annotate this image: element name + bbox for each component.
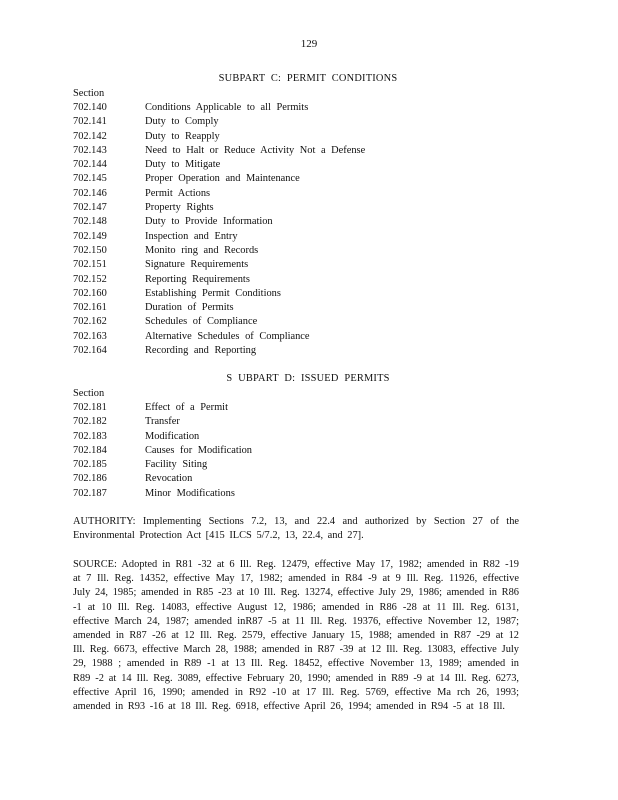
section-title: Signature Requirements: [145, 259, 249, 271]
section-number: 702.163: [73, 330, 107, 342]
toc-row: [73, 301, 553, 315]
toc-row: [73, 444, 553, 458]
subpart-c-heading: SUBPART C: PERMIT CONDITIONS: [218, 73, 398, 84]
toc-row: [73, 487, 553, 501]
section-number: 702.140: [73, 102, 107, 113]
toc-row: [73, 144, 553, 158]
section-title: Property Rights: [145, 202, 214, 214]
toc-row: [73, 401, 553, 415]
section-number: 702.181: [73, 402, 107, 413]
section-number: 702.161: [73, 302, 107, 314]
section-number: 702.146: [73, 187, 107, 199]
section-number: 702.185: [73, 459, 107, 471]
section-title: Duty to Mitigate: [145, 159, 221, 171]
section-title: Duty to Provide Information: [145, 216, 273, 228]
section-title: Recording and Reporting: [145, 345, 257, 357]
section-title: Inspection and Entry: [145, 230, 238, 242]
section-number: 702.187: [73, 487, 107, 499]
toc-row: [73, 330, 553, 344]
section-title: Monito ring and Records: [145, 244, 259, 256]
section-title: Modification: [145, 430, 200, 442]
toc-row: [73, 344, 553, 358]
section-number: 702.183: [73, 430, 107, 442]
section-number: 702.150: [73, 244, 107, 256]
toc-row: [73, 158, 553, 172]
section-number: 702.141: [73, 116, 107, 128]
toc-row: [73, 458, 553, 472]
section-title: Conditions Applicable to all Permits: [145, 102, 309, 113]
section-title: Revocation: [145, 473, 193, 485]
section-number: 702.160: [73, 287, 107, 299]
subpart-c-section-label: Section: [73, 88, 105, 99]
toc-row: [73, 273, 553, 287]
section-title: Permit Actions: [145, 187, 211, 199]
toc-row: [73, 130, 553, 144]
section-title: Duty to Reapply: [145, 130, 220, 142]
toc-row: [73, 415, 553, 429]
subpart-c-toc: [73, 101, 553, 358]
toc-row: [73, 201, 553, 215]
section-title: Need to Halt or Reduce Activity Not a Defense: [145, 144, 366, 156]
section-title: Facility Siting: [145, 459, 208, 471]
page-number: 129: [300, 38, 318, 50]
section-title: Proper Operation and Maintenance: [145, 173, 300, 185]
toc-row: [73, 215, 553, 229]
section-title: Reporting Requirements: [145, 273, 250, 285]
section-title: Alternative Schedules of Compliance: [145, 330, 310, 342]
toc-row: [73, 430, 553, 444]
subpart-d-section-label: Section: [73, 388, 105, 399]
source-note: SOURCE: Adopted in R81 -32 at 6 Ill. Reg. 12479, effective May 17, 1982; amended in R82 -19 at 7 Ill. Reg. 14352, effective May 17, 1982; amended in R84 -9 at 9 Ill. Reg. 11926, effective July 24, 1985; amended in R85 -23 at 10 Ill. Reg. 13274, effective July 29, 1986; amended in R86 -1 at 10 Ill. Reg. 14083, effective August 12, 1986; amended in R86 -28 at 11 Ill. Reg. 6131, effective March 24, 1987; amended inR87 -5 at 11 Ill. Reg. 19376, effective November 12, 1987; amended in R87 -26 at 12 Ill. Reg. 2579, effective January 15, 1988; amended in R87 -29 at 12 Ill. Reg. 6673, effective March 28, 1988; amended in R87 -39 at 12 Ill. Reg. 13083, effective July 29, 1988 ; amended in R89 -1 at 13 Ill. Reg. 18452, effective November 13, 1989; amended in R89 -2 at 14 Ill. Reg. 3089, effective February 20, 1990; amended in R89 -9 at 14 Ill. Reg. 6273, effective April 16, 1990; amended in R92 -10 at 17 Ill. Reg. 5769, effective Ma rch 26, 1993; amended in R93 -16 at 18 Ill. Reg. 6918, effective April 26, 1994; amended in R94 -5 at 18 Ill.: [73, 559, 519, 713]
section-title: Establishing Permit Conditions: [145, 287, 281, 299]
section-number: 702.149: [73, 230, 107, 242]
toc-row: [73, 472, 553, 486]
section-number: 702.186: [73, 473, 107, 485]
section-number: 702.142: [73, 130, 107, 142]
subpart-d-heading: S UBPART D: ISSUED PERMITS: [226, 373, 390, 384]
toc-row: [73, 287, 553, 301]
authority-note: AUTHORITY: Implementing Sections 7.2, 13, and 22.4 and authorized by Section 27 of the Environmental Protection Act [415 ILCS 5/7.2, 13, 22.4, and 27].: [73, 516, 519, 542]
toc-row: [73, 187, 553, 201]
toc-row: [73, 230, 553, 244]
toc-row: [73, 244, 553, 258]
section-title: Duty to Comply: [145, 116, 219, 128]
section-number: 702.148: [73, 216, 107, 228]
section-title: Schedules of Compliance: [145, 316, 258, 328]
toc-row: [73, 315, 553, 329]
toc-row: [73, 258, 553, 272]
section-number: 702.151: [73, 259, 107, 271]
section-title: Duration of Permits: [145, 302, 234, 314]
section-title: Minor Modifications: [145, 487, 235, 499]
section-number: 702.182: [73, 416, 107, 428]
section-title: Transfer: [145, 416, 180, 428]
subpart-d-toc: [73, 401, 553, 501]
toc-row: [73, 115, 553, 129]
section-number: 702.152: [73, 273, 107, 285]
section-number: 702.145: [73, 173, 107, 185]
section-number: 702.164: [73, 345, 107, 357]
section-number: 702.147: [73, 202, 107, 214]
toc-row: [73, 101, 553, 115]
section-title: Effect of a Permit: [145, 402, 228, 413]
toc-row: [73, 172, 553, 186]
section-number: 702.162: [73, 316, 107, 328]
section-number: 702.184: [73, 444, 107, 456]
section-number: 702.143: [73, 144, 107, 156]
section-number: 702.144: [73, 159, 107, 171]
section-title: Causes for Modification: [145, 444, 252, 456]
